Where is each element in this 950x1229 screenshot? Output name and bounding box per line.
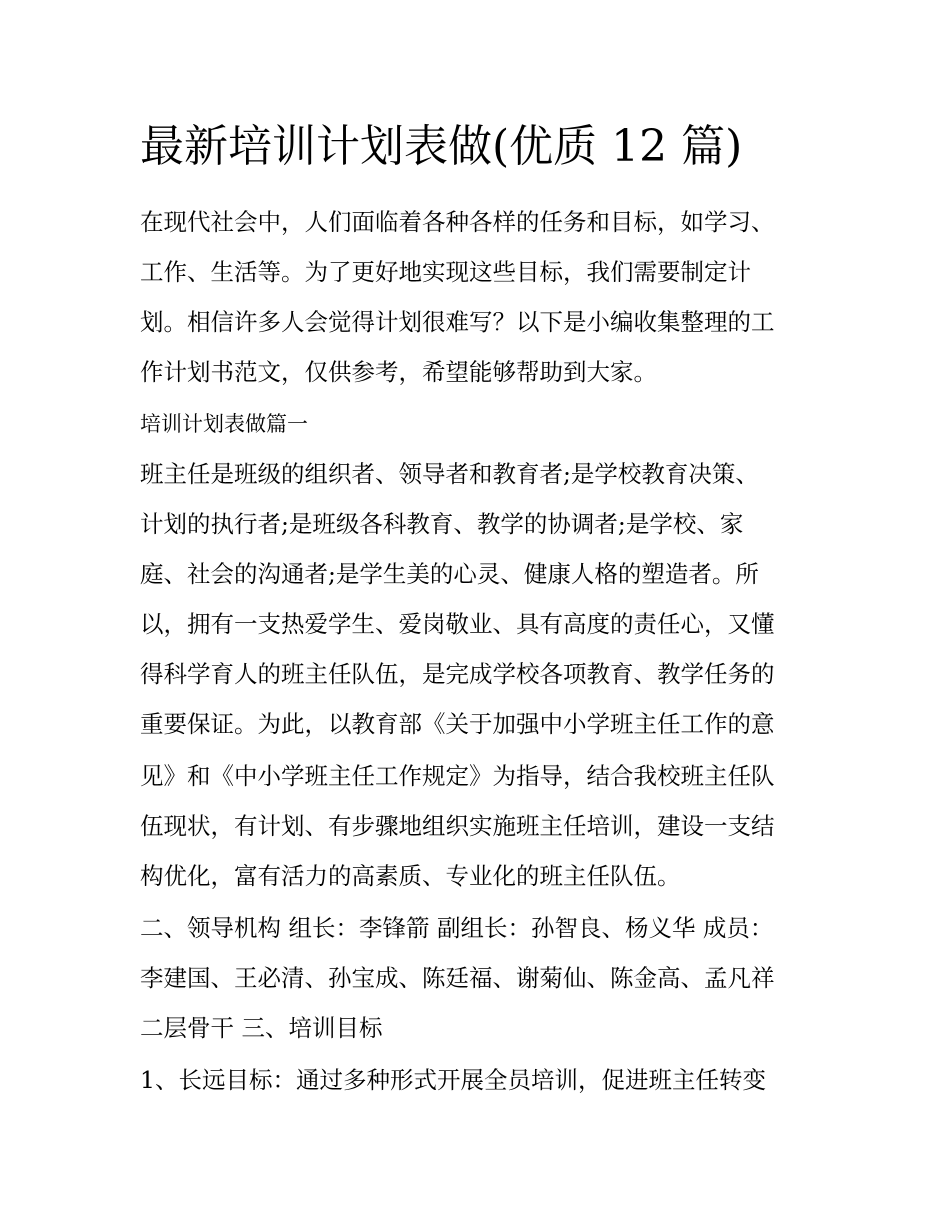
- section-heading: 培训计划表做篇一: [140, 412, 308, 436]
- paragraph-line: 工作、生活等。为了更好地实现这些目标，我们需要制定计: [140, 258, 751, 286]
- paragraph-line: 以，拥有一支热爱学生、爱岗敬业、具有高度的责任心，又懂: [140, 610, 775, 638]
- paragraph-line: 在现代社会中，人们面临着各种各样的任务和目标，如学习、: [140, 208, 775, 236]
- paragraph-line: 计划的执行者;是班级各科教育、教学的协调者;是学校、家: [140, 510, 744, 538]
- paragraph-line: 构优化，富有活力的高素质、专业化的班主任队伍。: [140, 862, 681, 890]
- paragraph-line: 伍现状，有计划、有步骤地组织实施班主任培训，建设一支结: [140, 812, 775, 840]
- paragraph-line: 划。相信许多人会觉得计划很难写？以下是小编收集整理的工: [140, 308, 775, 336]
- paragraph-line: 二层骨干 三、培训目标: [140, 1014, 383, 1042]
- paragraph-line: 1、长远目标：通过多种形式开展全员培训，促进班主任转变: [140, 1066, 766, 1094]
- paragraph-line: 班主任是班级的组织者、领导者和教育者;是学校教育决策、: [140, 460, 759, 488]
- paragraph-line: 得科学育人的班主任队伍，是完成学校各项教育、教学任务的: [140, 660, 775, 688]
- paragraph-line: 二、领导机构 组长：李锋箭 副组长：孙智良、杨义华 成员：: [140, 914, 774, 942]
- document-title: 最新培训计划表做(优质 12 篇): [140, 121, 743, 172]
- paragraph-line: 见》和《中小学班主任工作规定》为指导，结合我校班主任队: [140, 762, 775, 790]
- paragraph-line: 作计划书范文，仅供参考，希望能够帮助到大家。: [140, 358, 657, 386]
- paragraph-line: 庭、社会的沟通者;是学生美的心灵、健康人格的塑造者。所: [140, 560, 759, 588]
- paragraph-line: 重要保证。为此，以教育部《关于加强中小学班主任工作的意: [140, 710, 775, 738]
- paragraph-line: 李建国、王必清、孙宝成、陈廷福、谢菊仙、陈金高、孟凡祥: [140, 964, 775, 992]
